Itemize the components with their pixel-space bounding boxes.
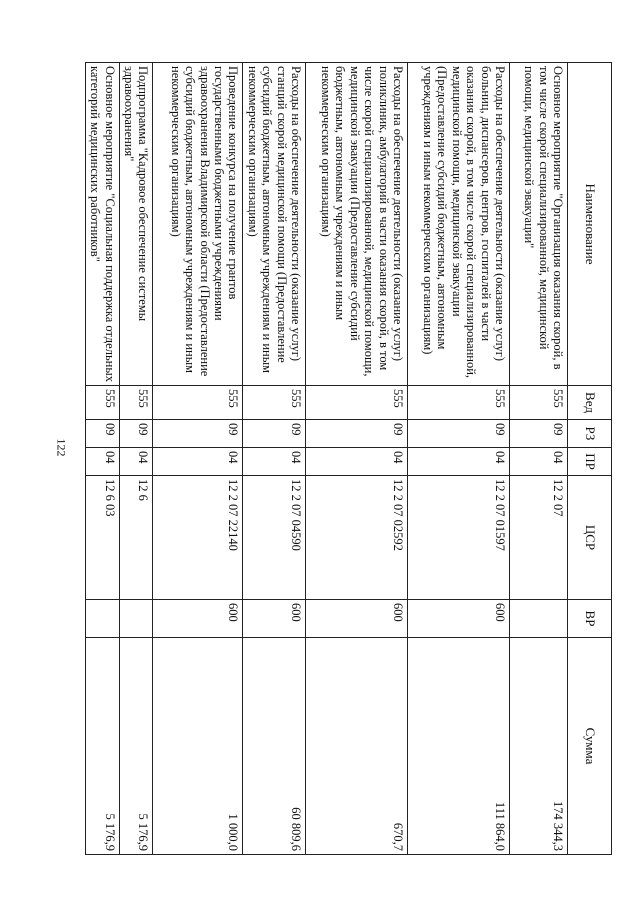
cell-csr: 12 2 07 [510, 476, 568, 600]
cell-csr: 12 2 07 02592 [306, 476, 408, 600]
cell-name: Расходы на обеспечение деятельности (оказание услуг) станций скорой медицинской помощи (Предоставление субсидий бюджетным, автономным учреждениям и иным некоммерческим организациям) [243, 63, 306, 386]
table-row [85, 63, 119, 855]
cell-ved: 555 [306, 386, 408, 420]
budget-table [85, 62, 612, 855]
cell-sum: 1 000,0 [153, 638, 243, 855]
cell-name: Проведение конкурса на получение грантов государственными бюджетными учреждениями здравоохранения Владимирской области (Предоставление субсидий бюджетным, автономным учреждениям и иным некоммерческим организациям) [153, 63, 243, 386]
cell-ved: 555 [243, 386, 306, 420]
cell-pr: 04 [119, 448, 153, 476]
cell-pr: 04 [408, 448, 510, 476]
cell-sum: 111 864,0 [408, 638, 510, 855]
cell-rz: 09 [243, 420, 306, 448]
cell-vr [119, 600, 153, 638]
cell-name: Расходы на обеспечение деятельности (оказание услуг) поликлиник, амбулаторий в части оказания скорой, в том числе скорой специализированной, медицинской помощи, медицинской эвакуации (Предоставление субсидий бюджетным, автономным учреждениям и иным некоммерческим организациям) [306, 63, 408, 386]
cell-vr: 600 [153, 600, 243, 638]
cell-sum: 5 176,9 [85, 638, 119, 855]
cell-pr: 04 [510, 448, 568, 476]
table-header-row [568, 63, 612, 855]
cell-rz: 09 [85, 420, 119, 448]
cell-ved: 555 [119, 386, 153, 420]
cell-vr: 600 [243, 600, 306, 638]
cell-csr: 12 2 07 04590 [243, 476, 306, 600]
cell-sum: 174 344,3 [510, 638, 568, 855]
table-row [510, 63, 568, 855]
table-row [119, 63, 153, 855]
header-vr: ВР [568, 600, 612, 638]
rotated-page-content [88, 62, 612, 854]
cell-csr: 12 6 [119, 476, 153, 600]
cell-rz: 09 [119, 420, 153, 448]
cell-rz: 09 [510, 420, 568, 448]
cell-sum: 60 809,6 [243, 638, 306, 855]
cell-name: Основное мероприятие "Социальная поддержка отдельных категорий медицинских работников" [85, 63, 119, 386]
cell-vr: 600 [408, 600, 510, 638]
header-pr: ПР [568, 448, 612, 476]
cell-sum: 5 176,9 [119, 638, 153, 855]
table-row [408, 63, 510, 855]
cell-vr [85, 600, 119, 638]
cell-csr: 12 2 07 01597 [408, 476, 510, 600]
cell-ved: 555 [85, 386, 119, 420]
cell-rz: 09 [408, 420, 510, 448]
cell-sum: 670,7 [306, 638, 408, 855]
cell-pr: 04 [85, 448, 119, 476]
cell-rz: 09 [153, 420, 243, 448]
cell-pr: 04 [153, 448, 243, 476]
cell-name: Основное мероприятие "Организация оказания скорой, в том числе скорой специализированной, медицинской помощи, медицинской эвакуации" [510, 63, 568, 386]
cell-pr: 04 [306, 448, 408, 476]
header-csr: ЦСР [568, 476, 612, 600]
table-row [306, 63, 408, 855]
cell-ved: 555 [408, 386, 510, 420]
cell-vr [510, 600, 568, 638]
cell-pr: 04 [243, 448, 306, 476]
cell-csr: 12 6 03 [85, 476, 119, 600]
header-ved: Вед [568, 386, 612, 420]
cell-csr: 12 2 07 22140 [153, 476, 243, 600]
cell-ved: 555 [153, 386, 243, 420]
table-row [243, 63, 306, 855]
cell-name: Расходы на обеспечение деятельности (оказание услуг) больниц, диспансеров, центров, госпиталей в части оказания скорой, в том числе скорой специализированной, медицинской помощи, медицинской эвакуации (Предоставление субсидий бюджетным, автономным учреждениям и иным некоммерческим организациям) [408, 63, 510, 386]
table-row [153, 63, 243, 855]
cell-name: Подпрограмма "Кадровое обеспечение системы здравоохранения" [119, 63, 153, 386]
header-name: Наименование [568, 63, 612, 386]
header-rz: РЗ [568, 420, 612, 448]
cell-vr: 600 [306, 600, 408, 638]
cell-ved: 555 [510, 386, 568, 420]
page-number: 122 [54, 438, 69, 457]
cell-rz: 09 [306, 420, 408, 448]
header-sum: Сумма [568, 638, 612, 855]
